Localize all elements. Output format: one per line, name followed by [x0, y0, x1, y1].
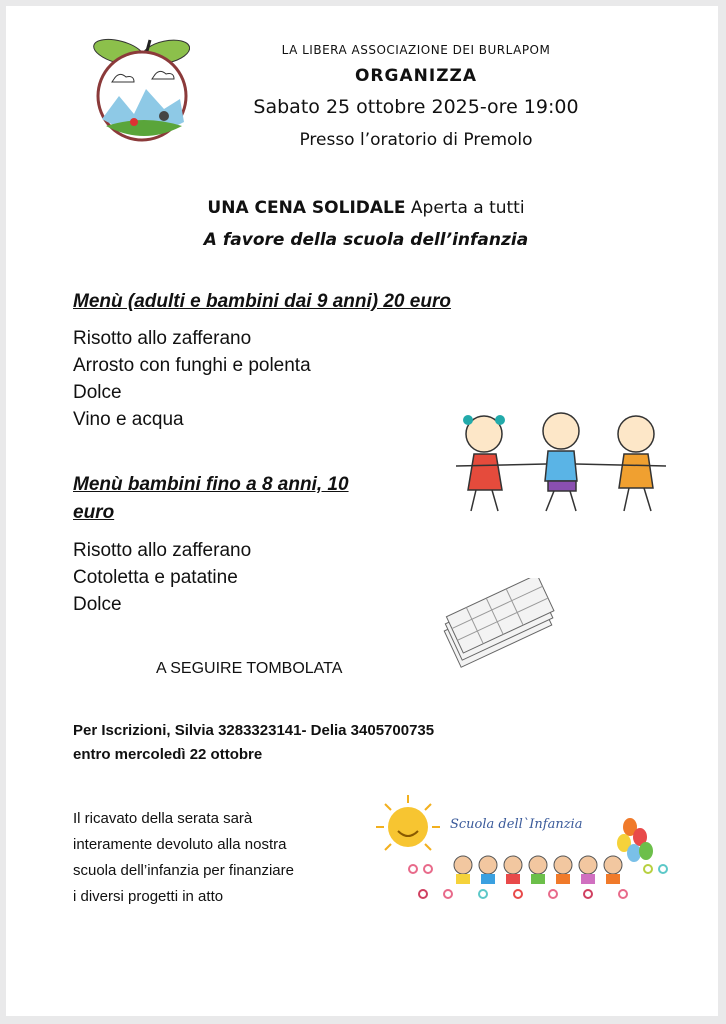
organizza-heading: ORGANIZZA — [354, 66, 477, 86]
event-place: Presso l’oratorio di Premolo — [299, 130, 533, 150]
event-title — [106, 198, 626, 218]
menu-adults-title: Menù (adulti e bambini dai 9 anni) 20 euro — [73, 291, 451, 312]
menu-kids-title — [73, 471, 349, 527]
proceeds-line: i diversi progetti in atto — [73, 888, 224, 905]
menu-item: Vino e acqua — [73, 409, 184, 430]
tombola-cards-illustration — [438, 578, 558, 673]
event-title-bold: UNA CENA SOLIDALE — [207, 198, 406, 218]
registration-info — [73, 719, 434, 767]
registration-contacts: Per Iscrizioni, Silvia 3283323141- Delia 3405700735 — [73, 722, 435, 739]
event-date: Sabato 25 ottobre 2025-ore 19:00 — [253, 96, 579, 118]
proceeds-line: Il ricavato della serata sarà — [73, 810, 253, 827]
flyer-page — [6, 6, 718, 1016]
menu-item: Risotto allo zafferano — [73, 328, 252, 349]
burlapom-apple-logo — [84, 34, 204, 144]
event-subtitle: A favore della scuola dell’infanzia — [203, 230, 529, 250]
proceeds-line: interamente devoluto alla nostra — [73, 836, 287, 853]
registration-deadline: entro mercoledì 22 ottobre — [73, 746, 263, 763]
tombolata-notice: A SEGUIRE TOMBOLATA — [156, 660, 343, 677]
menu-item: Risotto allo zafferano — [73, 540, 252, 561]
dancing-children-illustration — [446, 406, 676, 516]
school-banner-title: Scuola dell`Infanzia — [450, 817, 583, 832]
menu-kids-title-line1: Menù bambini fino a 8 anni, 10 — [73, 474, 349, 495]
proceeds-note — [73, 806, 294, 910]
sun-balloons-flowers-icon — [368, 789, 668, 914]
organization-name: LA LIBERA ASSOCIAZIONE DEI BURLAPOM — [281, 43, 551, 57]
menu-adults — [73, 291, 451, 433]
menu-kids — [73, 471, 349, 618]
menu-item: Dolce — [73, 382, 122, 403]
menu-kids-title-line2: euro — [73, 502, 115, 523]
menu-item: Cotoletta e patatine — [73, 567, 238, 588]
proceeds-line: scuola dell’infanzia per finanziare — [73, 862, 294, 879]
event-title-rest: Aperta a tutti — [405, 198, 525, 218]
menu-item: Arrosto con funghi e polenta — [73, 355, 311, 376]
school-banner — [368, 789, 668, 914]
menu-item: Dolce — [73, 594, 122, 615]
